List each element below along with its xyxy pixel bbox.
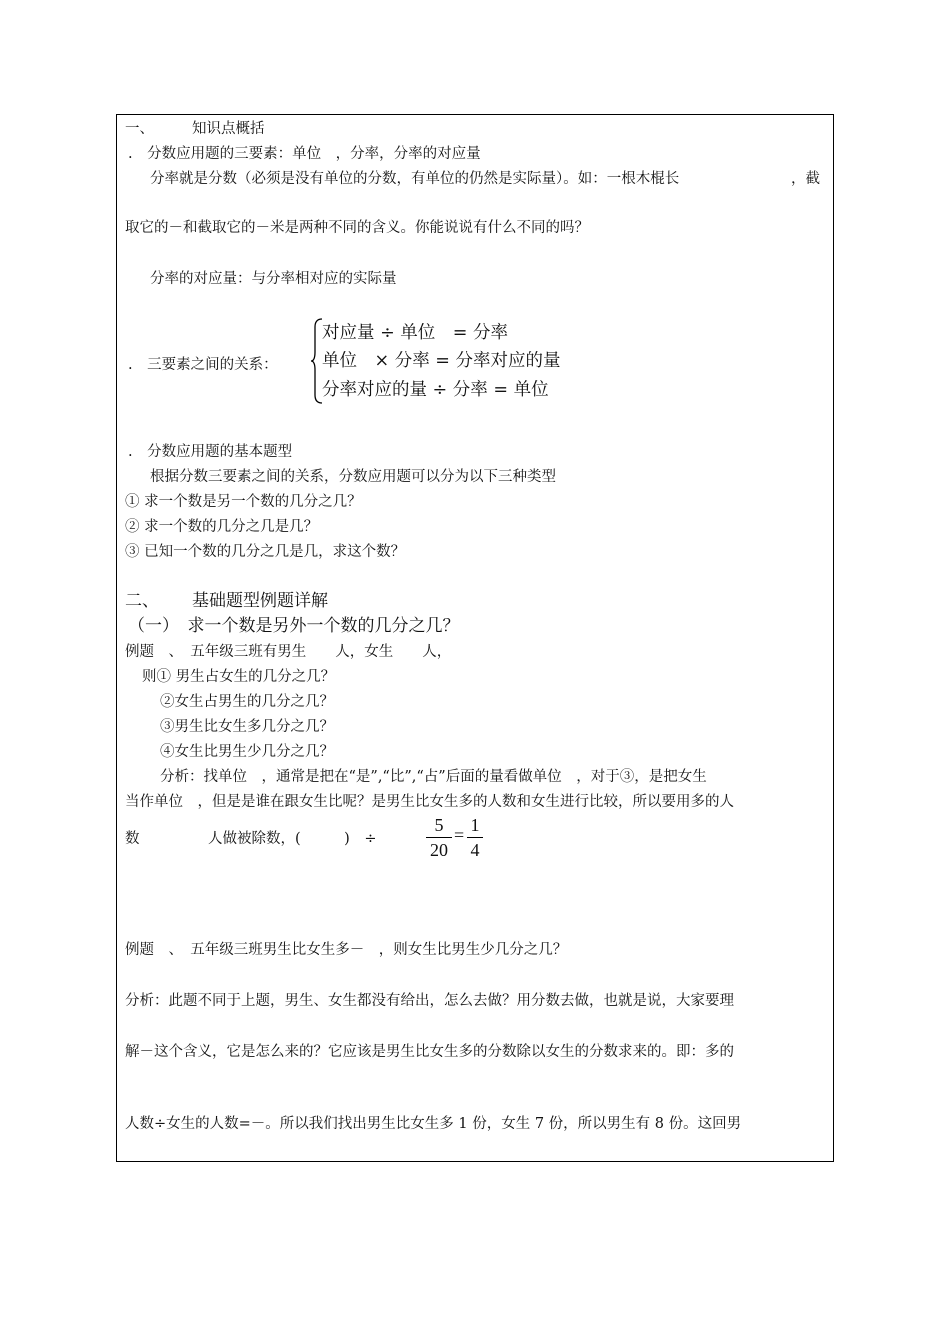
question-1: 则① 男生占女生的几分之几？ [142,669,336,685]
example-2: 例题 、 五年级三班男生比女生多－ ，则女生比男生少几分之几？ [125,942,568,958]
item-three-elements: . 分数应用题的三要素：单位 ，分率，分率的对应量 [128,146,481,162]
para-types-intro: 根据分数三要素之间的关系，分数应用题可以分为以下三种类型 [150,469,556,485]
analysis-line-3a: 数 [125,831,140,847]
section2-number: 二、 [125,591,159,611]
type-2: ② 求一个数的几分之几是几？ [125,519,319,535]
item-basic-types: . 分数应用题的基本题型 [128,444,293,460]
question-4: ④女生比男生少几分之几？ [160,744,334,760]
analysis-line-3b: 人做被除数，( ) ÷ [208,831,377,847]
equals-sign: = [454,825,465,845]
type-3: ③ 已知一个数的几分之几是几，求这个数？ [125,544,406,560]
fraction-numerator: 5 [434,815,444,835]
analysis-line-2: 当作单位 ，但是是谁在跟女生比呢？是男生比女生多的人数和女生进行比较，所以要用多的人 [125,794,734,810]
para-fraction-rate-b: 取它的－和截取它的－米是两种不同的含义。你能说说有什么不同的吗？ [125,220,589,236]
fraction-bar [426,837,452,838]
question-3: ③男生比女生多几分之几？ [160,719,334,735]
para-fraction-rate-a: 分率就是分数（必须是没有单位的分数，有单位的仍然是实际量）。如：一根木棍长 [150,171,680,187]
fraction-numerator: 1 [470,815,480,835]
para-corresponding-quantity: 分率的对应量：与分率相对应的实际量 [150,271,397,287]
analysis-line-1: 分析：找单位 ，通常是把在“是”,“比”,“占”后面的量看做单位 ，对于③，是把女生 [160,769,707,785]
formula-2: 单位 × 分率 = 分率对应的量 [322,351,561,371]
fraction-1-4 [467,814,483,861]
section1-number: 一、 [125,121,154,137]
fraction-5-20 [426,814,452,861]
fraction-bar [467,837,483,838]
subsection-1-heading: （一） 求一个数是另外一个数的几分之几？ [128,616,460,636]
analysis-2-line-2: 解－这个含义，它是怎么来的？它应该是男生比女生多的分数除以女生的分数求来的。即：多的 [125,1044,734,1060]
type-1: ① 求一个数是另一个数的几分之几？ [125,494,362,510]
fraction-denominator: 20 [430,840,448,860]
analysis-2-line-1: 分析：此题不同于上题，男生、女生都没有给出，怎么去做？用分数去做，也就是说，大家要理 [125,993,734,1009]
section1-heading: 知识点概括 [192,121,265,137]
formula-1: 对应量 ÷ 单位 = 分率 [322,323,509,343]
analysis-2-line-3: 人数÷女生的人数=－。所以我们找出男生比女生多 1 份，女生 7 份，所以男生有 8 份。这回男 [125,1116,742,1132]
section2-heading: 基础题型例题详解 [192,591,328,611]
fraction-denominator: 4 [470,840,480,860]
question-2: ②女生占男生的几分之几？ [160,694,334,710]
para-fraction-rate-a-end: ，截 [791,171,820,187]
relation-label: . 三要素之间的关系： [128,357,278,373]
formula-3: 分率对应的量 ÷ 分率 = 单位 [322,380,549,400]
example-1: 例题 、 五年级三班有男生 人，女生 人， [125,644,452,660]
